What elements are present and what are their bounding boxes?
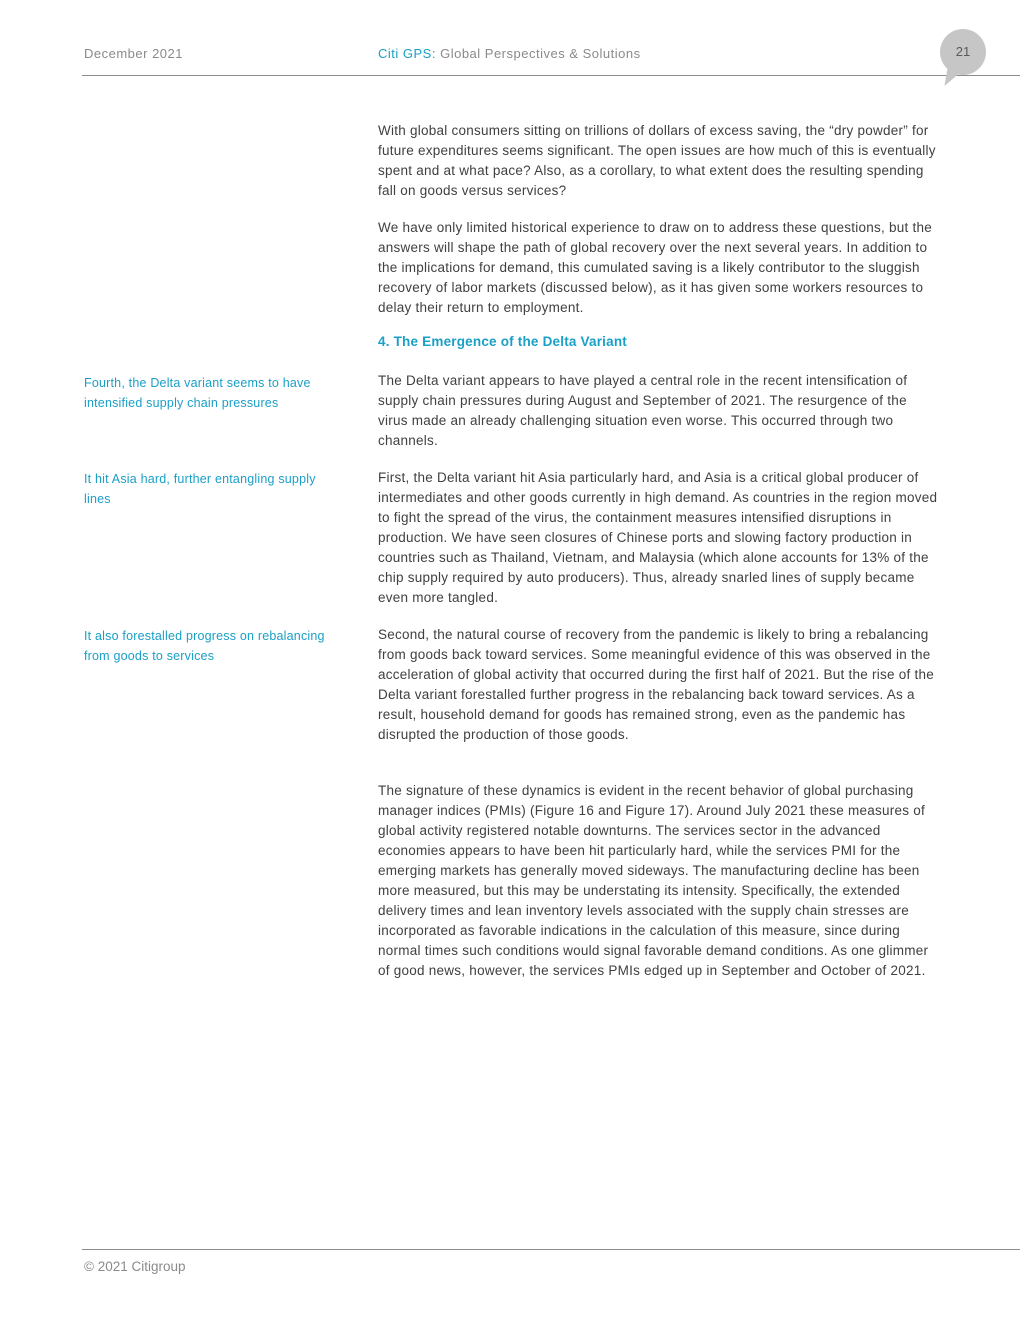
paragraph: Second, the natural course of recovery from the pandemic is likely to bring a rebalancing from goods back toward services. Some meaningful evidence of this was observed in the acceleration of global activity that occurred during the first half of 2021. But the rise of the Delta variant forestalled further progress in the rebalancing back toward services. As a result, household demand for goods has remained strong, even as the pandemic has disrupted the production of those goods.	[378, 627, 935, 742]
brand-name: Citi GPS:	[378, 46, 436, 61]
header-divider	[82, 75, 1020, 76]
copyright: © 2021 Citigroup	[84, 1259, 186, 1274]
sidenote-asia: It hit Asia hard, further entangling supply lines	[84, 472, 316, 506]
section-heading: 4. The Emergence of the Delta Variant	[378, 334, 627, 349]
paragraph: We have only limited historical experience to draw on to address these questions, but the answers will shape the path of global recovery over the next several years. In addition to the implications for demand, this cumulated saving is a likely contributor to the sluggish recovery of labor markets (discussed below), as it has given some workers resources to delay their return to employment.	[378, 220, 933, 315]
footer-divider	[82, 1249, 1020, 1250]
sidenote-delta-supply: Fourth, the Delta variant seems to have intensified supply chain pressures	[84, 376, 311, 410]
publication-subtitle: Global Perspectives & Solutions	[440, 46, 641, 61]
paragraph: With global consumers sitting on trillions of dollars of excess saving, the “dry powder” for future expenditures seems significant. The open issues are how much of this is eventually spent and at what pace? Also, as a corollary, to what extent does the resulting spending fall on goods versus services?	[378, 123, 936, 198]
publication-title	[378, 46, 641, 61]
paragraph: The signature of these dynamics is evident in the recent behavior of global purchasing manager indices (PMIs) (Figure 16 and Figure 17). Around July 2021 these measures of global activity registered notable downturns. The services sector in the advanced economies appears to have been hit particularly hard, while the services PMI for the emerging markets has generally moved sideways. The manufacturing decline has been more measured, but this may be understating its intensity. Specifically, the extended delivery times and lean inventory levels associated with the supply chain stresses are incorporated as favorable indications in the calculation of this measure, since during normal times such conditions would signal favorable demand conditions. As one glimmer of good news, however, the services PMIs edged up in September and October of 2021.	[378, 783, 929, 978]
paragraph: The Delta variant appears to have played a central role in the recent intensification of supply chain pressures during August and September of 2021. The resurgence of the virus made an already challenging situation even worse. This occurred through two channels.	[378, 373, 908, 448]
sidenote-rebalancing: It also forestalled progress on rebalancing from goods to services	[84, 629, 325, 663]
page-number-badge: 21	[940, 29, 986, 75]
header-date: December 2021	[84, 46, 183, 61]
paragraph: First, the Delta variant hit Asia particularly hard, and Asia is a critical global producer of intermediates and other goods currently in high demand. As countries in the region moved to fight the spread of the virus, the containment measures intensified disruptions in production. We have seen closures of Chinese ports and slowing factory production in countries such as Thailand, Vietnam, and Malaysia (which alone accounts for 13% of the chip supply required by auto producers). Thus, already snarled lines of supply became even more tangled.	[378, 470, 938, 605]
